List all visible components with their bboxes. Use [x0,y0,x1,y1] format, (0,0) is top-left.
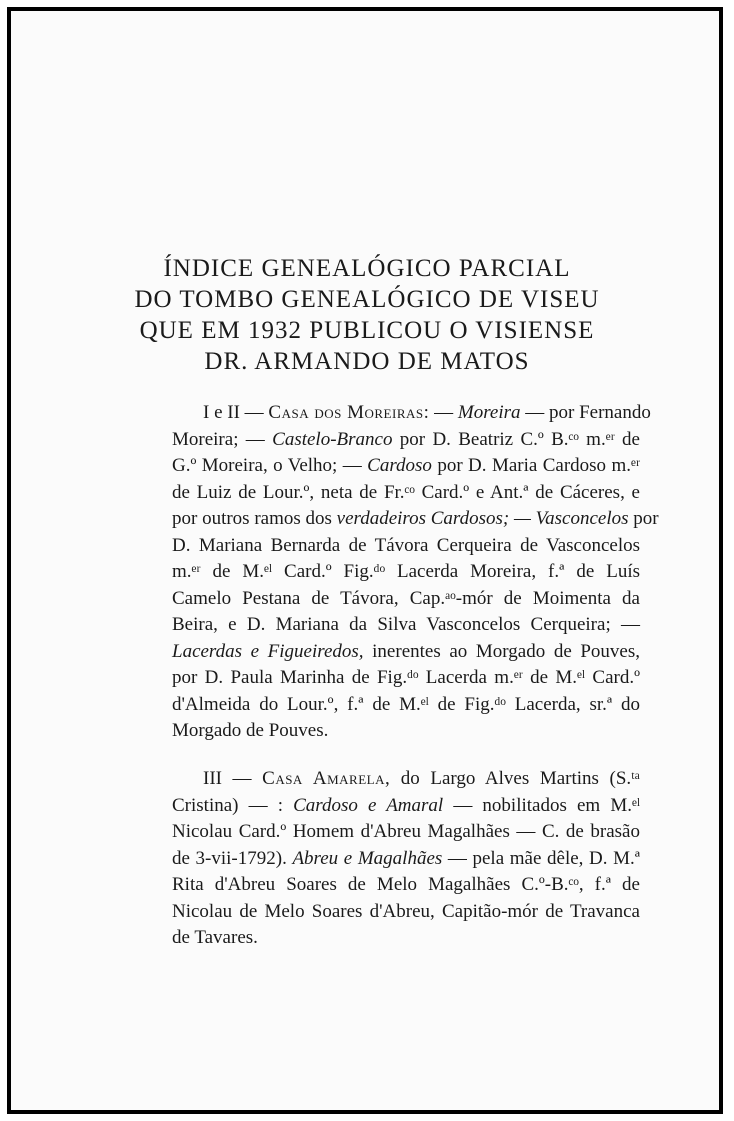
text-line [172,453,640,480]
text-line [172,533,640,560]
italic-run: Cardoso e Amaral [293,794,444,816]
italic-run: Cardoso [367,455,432,476]
text-line [172,400,651,427]
text-line [172,846,640,873]
text-run: por D. Paula Marinha de Fig.ᵈᵒ Lacerda m.ᵉʳ de M.ᵉˡ Card.º [172,667,640,688]
small-caps-run: Casa Amarela, [262,768,391,789]
text-line [172,793,640,820]
paragraph-casa-amarela [172,766,640,952]
page-title [0,253,734,377]
text-run: por D. Maria Cardoso m.ᵉʳ [431,455,640,476]
text-run: Nicolau de Melo Soares d'Abreu, Capitão-mór de Travanca [172,900,640,922]
title-line-1: ÍNDICE GENEALÓGICO PARCIAL [163,255,571,282]
text-line [172,766,640,793]
text-line [172,899,640,926]
text-run: Camelo Pestana de Távora, Cap.ᵃᵒ-mór de Moimenta da [172,587,640,609]
italic-run: Lacerdas e Figueiredos, [172,640,364,662]
text-line [172,819,640,846]
text-run: III — [203,768,263,789]
title-line-3: QUE EM 1932 PUBLICOU O VISIENSE [139,317,595,344]
text-line [172,872,640,899]
text-run: de 3-vii-1792). [172,847,293,869]
text-run: inerentes ao Morgado de Pouves, [363,640,641,662]
text-line [172,559,640,586]
text-run: — pela mãe dêle, D. M.ª [442,847,640,869]
text-line [172,718,640,745]
text-run: por outros ramos dos [172,508,337,529]
italic-run: Castelo-Branco [272,428,393,450]
text-run: d'Almeida do Lour.º, f.ª de M.ᵉˡ de Fig.ᵈᵒ Lacerda, sr.ª do [172,693,640,715]
text-line [172,692,640,719]
text-run: — [429,402,458,423]
text-run: de Luiz de Lour.º, neta de Fr.ᶜᵒ Card.º e Ant.ª de Cáceres, e [172,481,640,503]
text-run: G.º Moreira, o Velho; — [172,455,368,476]
text-line [172,639,640,666]
text-run: por D. Beatriz C.º B.ᶜᵒ m.ᵉʳ de [392,428,640,450]
text-line [172,586,640,613]
text-run: por [628,508,659,529]
text-line [172,665,640,692]
title-line-2: DO TOMBO GENEALÓGICO DE VISEU [134,286,600,313]
text-run: Beira, e D. Mariana da Silva Vasconcelos Cerqueira; — [172,614,640,635]
text-run: de Tavares. [172,927,258,948]
text-line [172,480,640,507]
text-line [172,612,640,639]
paragraph-casa-dos-moreiras [172,400,659,745]
text-line [172,925,640,952]
text-run: I e II — [203,402,269,423]
text-run: Moreira; — [172,428,273,450]
text-run: Rita d'Abreu Soares de Melo Magalhães C.º-B.ᶜᵒ, f.ª de [172,874,640,895]
italic-run: Moreira [457,402,521,423]
italic-run: Abreu e Magalhães [292,847,443,869]
text-run: do Largo Alves Martins (S.ᵗᵃ [390,768,640,789]
title-line-4: DR. ARMANDO DE MATOS [204,348,530,375]
text-run: m.ᵉʳ de M.ᵉˡ Card.º Fig.ᵈᵒ Lacerda Moreira, f.ª de Luís [172,561,640,582]
italic-run: verdadeiros Cardosos; — Vasconcelos [336,508,629,529]
text-run: — por Fernando [520,402,651,423]
small-caps-run: Casa dos Moreiras: [268,402,430,423]
text-run: Nicolau Card.º Homem d'Abreu Magalhães — C. de brasão [172,821,640,842]
text-line [172,427,640,454]
text-run: — nobilitados em M.ᵉˡ [443,794,640,816]
text-run: Cristina) — : [172,794,294,816]
text-line [172,506,659,533]
text-run: D. Mariana Bernarda de Távora Cerqueira de Vasconcelos [172,534,640,556]
text-run: Morgado de Pouves. [172,720,329,741]
